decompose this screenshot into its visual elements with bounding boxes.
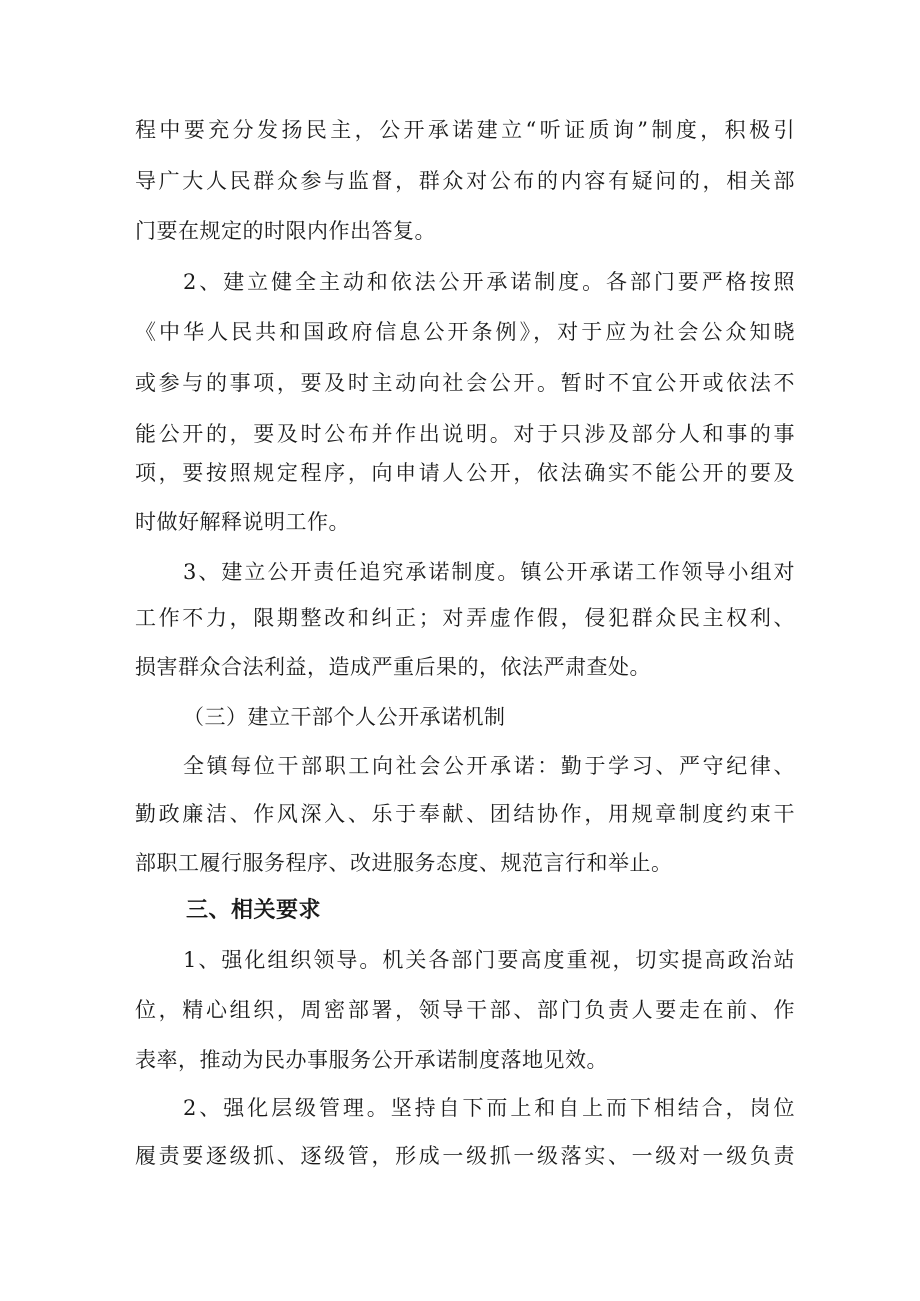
paragraph-line: 程中要充分发扬民主，公开承诺建立“听证质询”制度，积极引 (135, 118, 795, 142)
section-subtitle: （三）建立干部个人公开承诺机制 (183, 705, 506, 729)
paragraph-line: 或参与的事项，要及时主动向社会公开。暂时不宜公开或依法不 (135, 371, 795, 395)
paragraph-line: 时做好解释说明工作。 (135, 510, 350, 534)
paragraph-line: 部职工履行服务程序、改进服务态度、规范言行和举止。 (135, 851, 673, 875)
paragraph-line: 工作不力，限期整改和纠正；对弄虚作假，侵犯群众民主权利、 (135, 606, 795, 630)
paragraph-line: 项，要按照规定程序，向申请人公开，依法确实不能公开的要及 (135, 461, 795, 485)
paragraph-line: 门要在规定的时限内作出答复。 (135, 219, 436, 243)
paragraph-line: 《中华人民共和国政府信息公开条例》，对于应为社会公众知晓 (135, 320, 795, 344)
paragraph-line: 2、建立健全主动和依法公开承诺制度。各部门要严格按照 (183, 270, 795, 294)
section-heading: 三、相关要求 (186, 898, 322, 923)
paragraph-line: 能公开的，要及时公布并作出说明。对于只涉及部分人和事的事 (135, 422, 795, 446)
paragraph-line: 履责要逐级抓、逐级管，形成一级抓一级落实、一级对一级负责 (135, 1144, 795, 1168)
paragraph-line: 表率，推动为民办事服务公开承诺制度落地见效。 (135, 1048, 608, 1072)
paragraph-line: 损害群众合法利益，造成严重后果的，依法严肃查处。 (135, 655, 651, 679)
paragraph-line: 3、建立公开责任追究承诺制度。镇公开承诺工作领导小组对 (183, 560, 795, 584)
paragraph-line: 1、强化组织领导。机关各部门要高度重视，切实提高政治站 (183, 948, 795, 972)
paragraph-line: 全镇每位干部职工向社会公开承诺：勤于学习、严守纪律、 (183, 754, 795, 778)
paragraph-line: 导广大人民群众参与监督，群众对公布的内容有疑问的，相关部 (135, 169, 795, 193)
paragraph-line: 勤政廉洁、作风深入、乐于奉献、团结协作，用规章制度约束干 (135, 802, 795, 826)
paragraph-line: 2、强化层级管理。坚持自下而上和自上而下相结合，岗位 (183, 1096, 795, 1120)
paragraph-line: 位，精心组织，周密部署，领导干部、部门负责人要走在前、作 (135, 998, 795, 1022)
